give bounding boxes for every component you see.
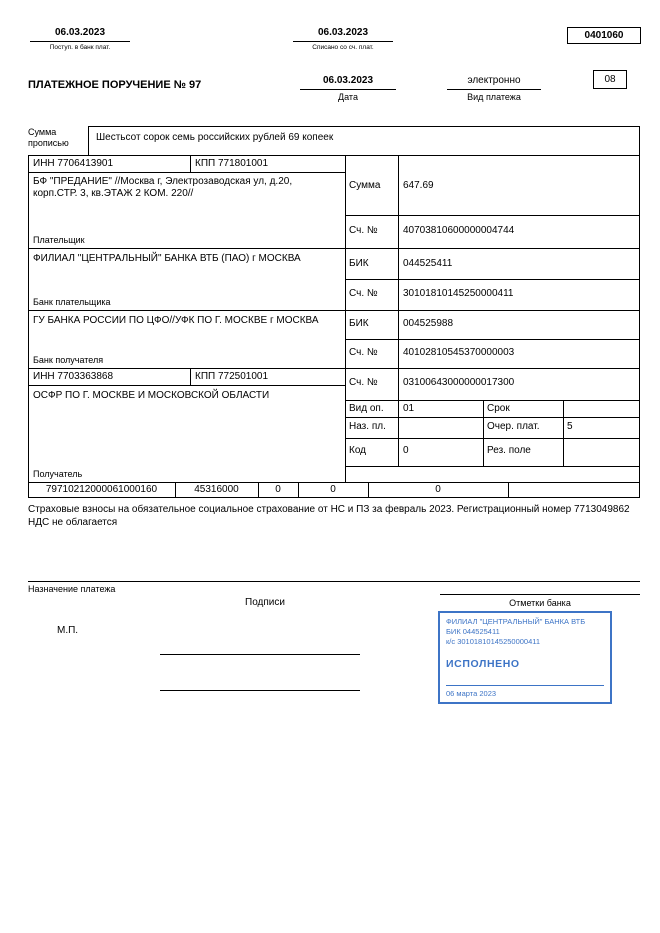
debited-date: 06.03.2023	[293, 27, 393, 42]
payment-kind-caption: Вид платежа	[467, 92, 521, 102]
bank-stamp	[438, 611, 612, 704]
main-table	[28, 155, 640, 498]
grid-line	[345, 279, 640, 280]
amount-words-caption	[28, 127, 69, 149]
tax-field-4: 0	[330, 484, 336, 495]
doc-number: 97	[189, 79, 202, 91]
signature-line-2	[160, 690, 360, 691]
grid-line	[28, 155, 29, 498]
grid-line	[190, 368, 191, 385]
debited-date-caption: Списано со сч. плат.	[312, 44, 374, 51]
doc-date-caption: Дата	[338, 92, 358, 102]
payer-bank-name: ФИЛИАЛ "ЦЕНТРАЛЬНЫЙ" БАНКА ВТБ (ПАО) г МОСКВА	[33, 253, 301, 264]
code-value: 0	[403, 445, 409, 456]
payer-kpp: КПП 771801001	[195, 158, 269, 169]
grid-line	[345, 417, 640, 418]
grid-line	[28, 310, 640, 311]
stamp-bank-name: ФИЛИАЛ "ЦЕНТРАЛЬНЫЙ" БАНКА ВТБ	[446, 617, 586, 626]
grid-line	[28, 482, 640, 483]
payment-kind: электронно	[447, 75, 541, 90]
amount-words-caption-line1: Сумма	[28, 127, 57, 137]
payer-inn: ИНН 7706413901	[33, 158, 114, 169]
payer-account-label: Сч. №	[349, 225, 378, 236]
stamp-corr-account: к/с 30101810145250000411	[446, 637, 541, 646]
tax-field-oktmo: 45316000	[194, 484, 239, 495]
payee-bank-bik-value: 004525988	[403, 318, 454, 329]
op-kind-value: 01	[403, 403, 415, 414]
payment-purpose-caption: Назначение платежа	[28, 584, 116, 594]
debited-date-block	[293, 27, 393, 52]
mp-label: М.П.	[57, 625, 79, 636]
signature-line-1	[160, 654, 360, 655]
grid-line	[28, 155, 640, 156]
stamp-date: 06 марта 2023	[446, 685, 604, 698]
payee-name: ОСФР ПО Г. МОСКВЕ И МОСКОВСКОЙ ОБЛАСТИ	[33, 390, 270, 401]
grid-line	[28, 368, 640, 369]
payer-account-value: 40703810600000004744	[403, 225, 515, 236]
bank-marks-caption: Отметки банка	[509, 598, 571, 608]
grid-line	[345, 215, 640, 216]
amount-words-caption-line2: прописью	[28, 138, 69, 148]
reserve-label: Рез. поле	[487, 445, 531, 456]
grid-line	[563, 400, 564, 466]
received-date: 06.03.2023	[30, 27, 130, 42]
payee-account-value: 03100643000000017300	[403, 377, 515, 388]
doc-date-block	[300, 75, 396, 103]
grid-line	[345, 400, 640, 401]
grid-line	[508, 482, 509, 497]
received-date-caption: Поступ. в банк плат.	[49, 44, 111, 51]
term-label: Срок	[487, 403, 510, 414]
payer-bank-account-value: 30101810145250000411	[403, 288, 514, 299]
bank-marks-underline	[440, 594, 640, 595]
stamp-bik: БИК 044525411	[446, 627, 500, 636]
payee-kpp: КПП 772501001	[195, 371, 269, 382]
payer-bank-caption: Банк плательщика	[33, 297, 111, 307]
doc-title	[28, 79, 201, 92]
grid-line	[28, 248, 640, 249]
signatures-caption: Подписи	[245, 597, 285, 608]
sum-value: 647.69	[403, 180, 434, 191]
code-label: Код	[349, 445, 367, 456]
purpose-code-label: Наз. пл.	[349, 421, 386, 432]
payee-bank-bik-label: БИК	[349, 318, 369, 329]
grid-line	[28, 172, 345, 173]
payer-caption: Плательщик	[33, 235, 85, 245]
purpose-underline	[28, 581, 640, 582]
status-code-box: 08	[593, 70, 627, 89]
payee-caption: Получатель	[33, 469, 83, 479]
grid-line	[345, 155, 346, 482]
payer-bank-account-label: Сч. №	[349, 288, 378, 299]
payee-account-label: Сч. №	[349, 377, 378, 388]
amount-in-words: Шестьсот сорок семь российских рублей 69 копеек	[88, 126, 640, 155]
payee-bank-account-label: Сч. №	[349, 347, 378, 358]
payment-purpose-text: Страховые взносы на обязательное социальное страхование от НС и ПЗ за февраль 2023. Регистрационный номер 7713049862 НДС не облагается	[28, 504, 630, 528]
tax-field-kbk: 79710212000061000160	[45, 484, 158, 495]
received-date-block	[30, 27, 130, 52]
payer-name: БФ "ПРЕДАНИЕ" //Москва г, Электрозаводская ул, д.20, корп.СТР. 3, кв.ЭТАЖ 2 КОМ. 220//	[33, 176, 293, 199]
payee-bank-name: ГУ БАНКА РОССИИ ПО ЦФО//УФК ПО Г. МОСКВЕ г МОСКВА	[33, 315, 319, 326]
grid-line	[28, 497, 640, 498]
stamp-status: ИСПОЛНЕНО	[446, 658, 520, 670]
op-kind-label: Вид оп.	[349, 403, 384, 414]
grid-line	[190, 155, 191, 172]
doc-date: 06.03.2023	[300, 75, 396, 90]
payment-kind-block	[447, 75, 541, 103]
grid-line	[483, 400, 484, 466]
grid-line	[345, 339, 640, 340]
tax-field-5: 0	[435, 484, 441, 495]
order-value: 5	[567, 421, 573, 432]
grid-line	[398, 155, 399, 466]
payee-bank-account-value: 40102810545370000003	[403, 347, 515, 358]
grid-line	[345, 466, 640, 467]
payee-inn: ИНН 7703363868	[33, 371, 114, 382]
grid-line	[28, 385, 345, 386]
payer-bank-bik-label: БИК	[349, 258, 369, 269]
tax-field-3: 0	[275, 484, 281, 495]
doc-title-label: ПЛАТЕЖНОЕ ПОРУЧЕНИЕ №	[28, 79, 186, 91]
grid-line	[345, 438, 640, 439]
order-label: Очер. плат.	[487, 421, 540, 432]
form-code-box: 0401060	[567, 27, 641, 44]
payer-bank-bik-value: 044525411	[403, 258, 453, 269]
payee-bank-caption: Банк получателя	[33, 355, 104, 365]
grid-line	[639, 155, 640, 498]
sum-label: Сумма	[349, 180, 381, 191]
